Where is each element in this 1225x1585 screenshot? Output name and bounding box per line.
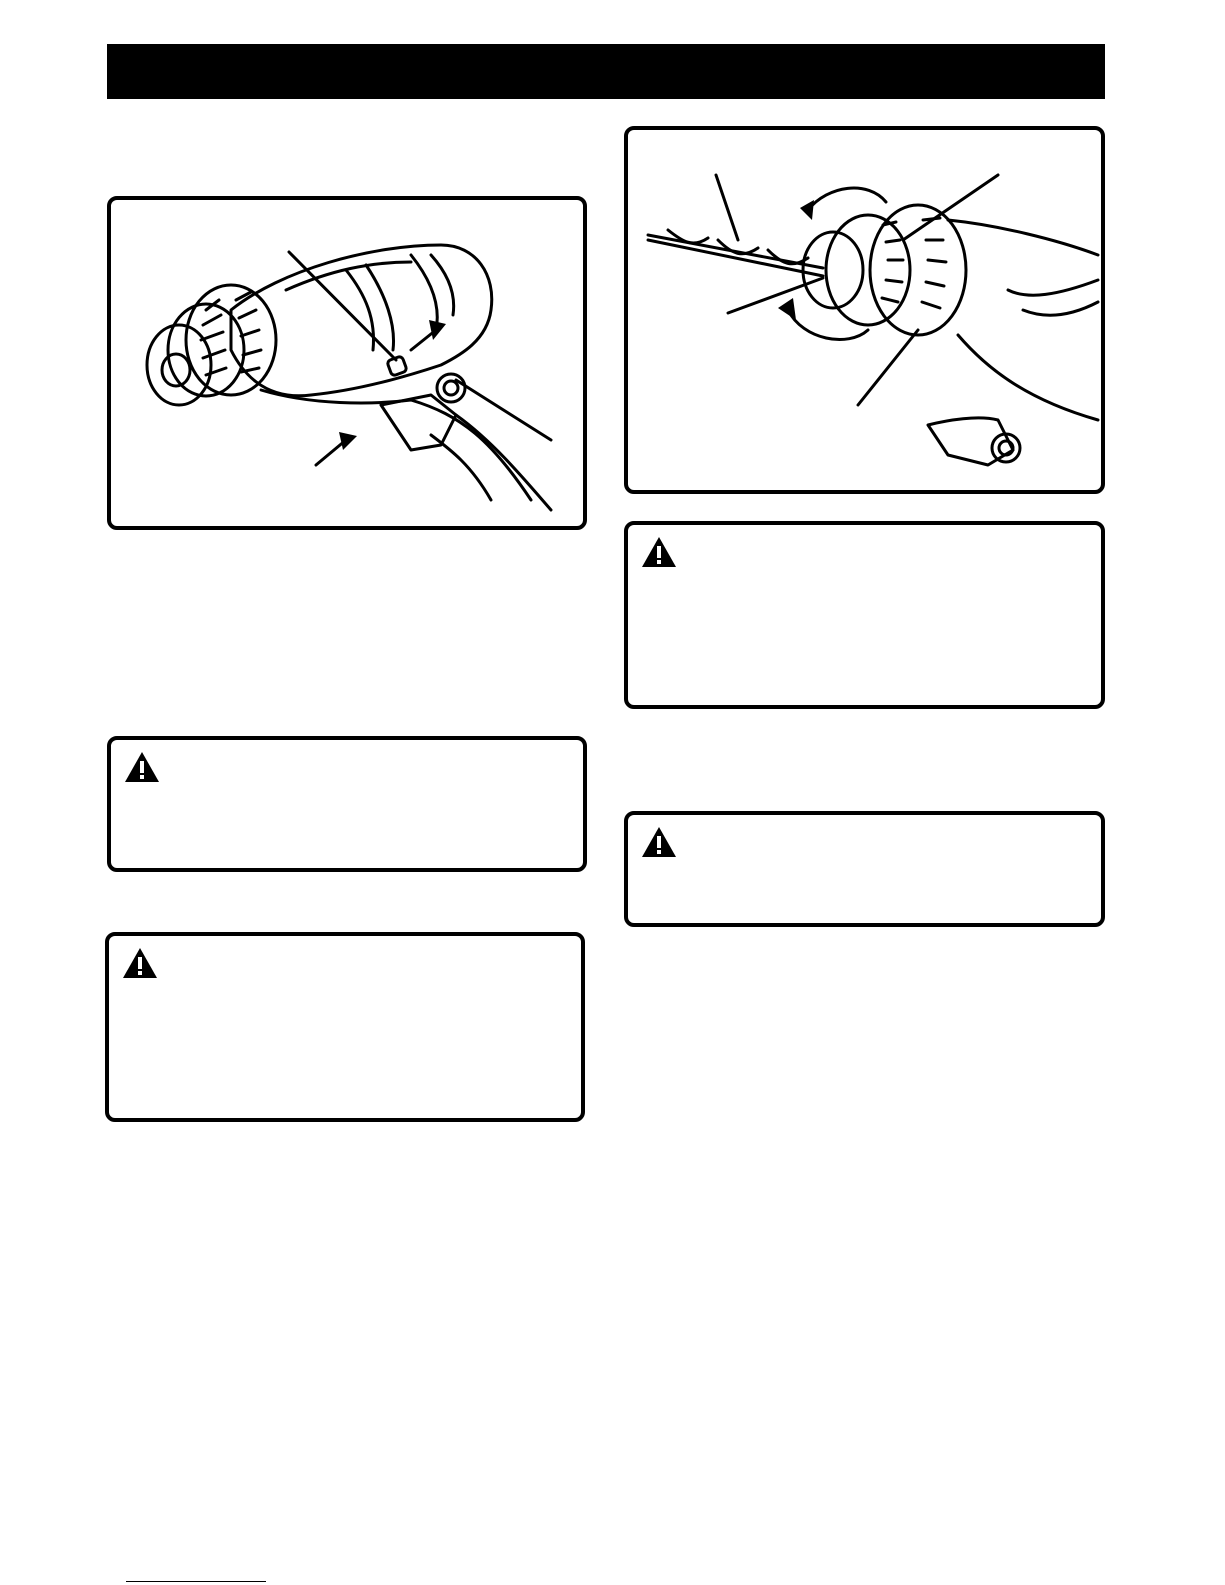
drill-chuck-illustration [628,130,1101,490]
drill-side-illustration [111,200,583,526]
warning-box [624,521,1105,709]
warning-box [105,932,585,1122]
figure-drill-side-view [107,196,587,530]
warning-box [107,736,587,872]
warning-triangle-icon [640,825,678,859]
warning-box [624,811,1105,927]
figure-drill-chuck-closeup [624,126,1105,494]
warning-triangle-icon [121,946,159,980]
warning-triangle-icon [123,750,161,784]
warning-triangle-icon [640,535,678,569]
section-header-bar [107,44,1105,99]
footer-rule [126,1581,266,1582]
